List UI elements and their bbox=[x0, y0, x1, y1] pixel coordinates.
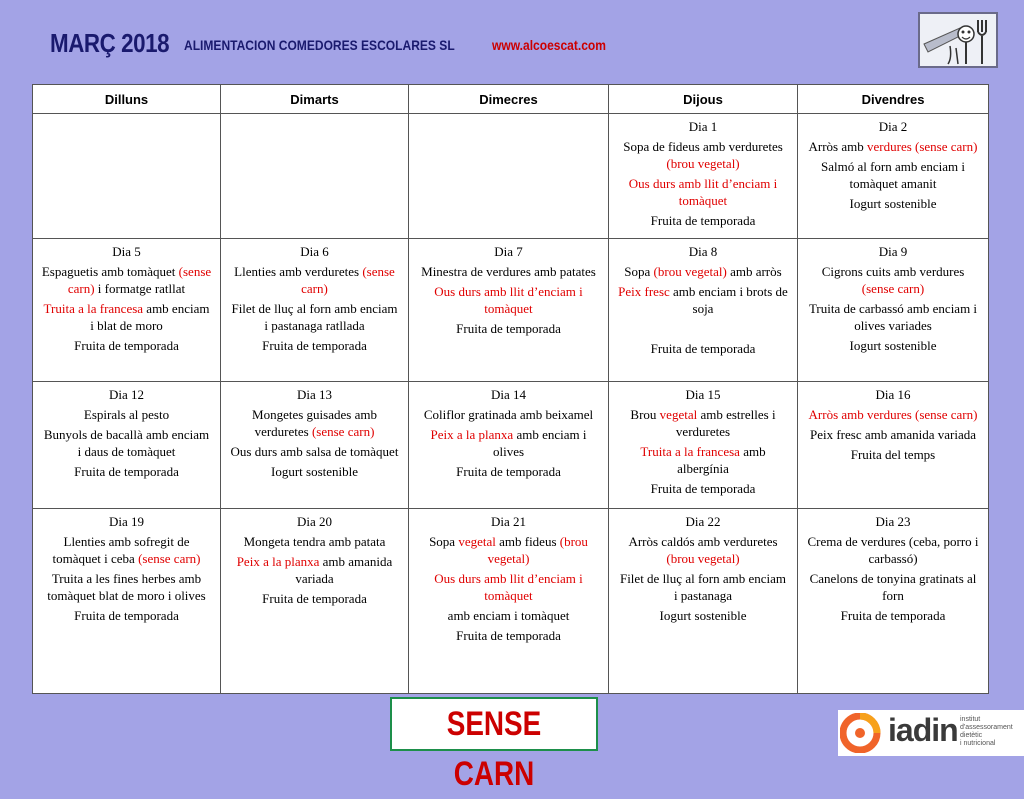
menu-item bbox=[617, 212, 789, 229]
menu-text: Fruita del temps bbox=[850, 447, 936, 462]
menu-text: Fruita de temporada bbox=[74, 464, 179, 479]
menu-text: Fruita de temporada bbox=[456, 628, 561, 643]
day-number bbox=[417, 243, 600, 260]
day-cell bbox=[798, 509, 989, 694]
iadin-circle-icon bbox=[840, 713, 882, 753]
day-number bbox=[417, 513, 600, 530]
menu-text: Cigrons cuits amb verdures bbox=[821, 264, 965, 279]
menu-text: (brou vegetal) bbox=[666, 156, 740, 171]
menu-text: Dia 15 bbox=[685, 387, 721, 402]
menu-text: Truita a la francesa bbox=[43, 301, 144, 316]
menu-text: Truita de carbassó amb enciam i olives variades bbox=[808, 301, 978, 333]
menu-text: Fruita de temporada bbox=[74, 608, 179, 623]
menu-text: Fruita de temporada bbox=[650, 213, 756, 228]
menu-text: Arròs amb bbox=[808, 139, 868, 154]
menu-text: amb estrelles i verduretes bbox=[675, 407, 776, 439]
menu-item bbox=[617, 340, 789, 357]
menu-item bbox=[229, 263, 400, 297]
menu-text bbox=[701, 321, 704, 336]
menu-text: (brou vegetal) bbox=[666, 551, 740, 566]
day-number bbox=[41, 513, 212, 530]
menu-item bbox=[417, 263, 600, 280]
menu-item bbox=[229, 590, 400, 607]
menu-text: vegetal bbox=[659, 407, 698, 422]
menu-text: Dia 16 bbox=[875, 387, 911, 402]
menu-item bbox=[617, 443, 789, 477]
menu-item bbox=[617, 607, 789, 624]
menu-text: amb enciam i olives bbox=[492, 427, 587, 459]
iadin-subtitle-line: d'assessorament bbox=[960, 724, 1013, 731]
menu-item bbox=[806, 337, 980, 354]
day-cell bbox=[221, 239, 409, 382]
menu-text: (brou vegetal) bbox=[487, 534, 588, 566]
menu-text: (sense carn) bbox=[138, 551, 201, 566]
menu-item bbox=[617, 320, 789, 337]
menu-item bbox=[617, 406, 789, 440]
menu-text: Iogurt sostenible bbox=[659, 608, 747, 623]
day-cell bbox=[609, 114, 798, 239]
menu-text: (sense carn) bbox=[67, 264, 212, 296]
menu-item bbox=[617, 283, 789, 317]
menu-item bbox=[417, 426, 600, 460]
menu-text: (brou vegetal) bbox=[653, 264, 727, 279]
menu-text: Sopa bbox=[429, 534, 459, 549]
day-cell bbox=[33, 239, 221, 382]
day-number bbox=[806, 386, 980, 403]
menu-text: Crema de verdures (ceba, porro i carbassó) bbox=[807, 534, 979, 566]
menu-text: Arròs amb verdures (sense carn) bbox=[808, 407, 978, 422]
menu-text: Dia 8 bbox=[688, 244, 718, 259]
menu-item bbox=[417, 627, 600, 644]
table-row bbox=[33, 509, 989, 694]
menu-item bbox=[417, 320, 600, 337]
menu-item bbox=[41, 463, 212, 480]
menu-text: amb albergínia bbox=[677, 444, 766, 476]
menu-text: Dia 5 bbox=[112, 244, 141, 259]
menu-item bbox=[229, 533, 400, 550]
menu-item bbox=[617, 480, 789, 497]
menu-text: Peix fresc amb amanida variada bbox=[809, 427, 977, 442]
day-number bbox=[617, 118, 789, 135]
menu-item bbox=[417, 570, 600, 604]
menu-item bbox=[229, 463, 400, 480]
menu-text: Dia 20 bbox=[296, 514, 333, 529]
sense-carn-label: SENSE CARN bbox=[446, 705, 542, 793]
menu-item bbox=[617, 175, 789, 209]
sense-carn-badge bbox=[390, 697, 598, 793]
day-number bbox=[617, 386, 789, 403]
menu-text: Filet de lluç al forn amb enciam i pastanaga ratllada bbox=[231, 301, 398, 333]
menu-item bbox=[41, 533, 212, 567]
menu-item bbox=[806, 406, 980, 423]
menu-text: amb amanida variada bbox=[295, 554, 393, 586]
menu-text: Espirals al pesto bbox=[83, 407, 170, 422]
menu-text: Salmó al forn amb enciam i tomàquet amanit bbox=[820, 159, 966, 191]
menu-text: i formatge ratllat bbox=[94, 281, 186, 296]
menu-text: Iogurt sostenible bbox=[849, 196, 937, 211]
menu-text: amb enciam i blat de moro bbox=[90, 301, 210, 333]
menu-text: Dia 22 bbox=[685, 514, 721, 529]
menu-item bbox=[41, 300, 212, 334]
menu-item bbox=[617, 533, 789, 567]
menu-text: Mongetes guisades amb verduretes bbox=[252, 407, 377, 439]
menu-text: Fruita de temporada bbox=[74, 338, 179, 353]
menu-text: (sense carn) bbox=[301, 264, 395, 296]
iadin-logo bbox=[838, 710, 1024, 756]
menu-item bbox=[806, 533, 980, 567]
menu-item bbox=[41, 406, 212, 423]
day-cell bbox=[798, 239, 989, 382]
menu-text: Fruita de temporada bbox=[456, 464, 561, 479]
day-cell bbox=[221, 114, 409, 239]
menu-text: Dia 6 bbox=[300, 244, 329, 259]
menu-text: Dia 23 bbox=[875, 514, 911, 529]
day-cell bbox=[798, 114, 989, 239]
menu-item bbox=[806, 138, 980, 155]
day-number bbox=[229, 513, 400, 530]
menu-text: Sopa de fideus amb verduretes bbox=[623, 139, 783, 154]
menu-item bbox=[229, 300, 400, 334]
menu-item bbox=[617, 263, 789, 280]
menu-text: amb enciam i tomàquet bbox=[447, 608, 570, 623]
menu-item bbox=[229, 553, 400, 587]
menu-text: Sopa bbox=[624, 264, 654, 279]
menu-text: amb fideus bbox=[495, 534, 560, 549]
menu-item bbox=[806, 570, 980, 604]
menu-item bbox=[41, 426, 212, 460]
day-number bbox=[806, 243, 980, 260]
menu-text: Coliflor gratinada amb beixamel bbox=[423, 407, 594, 422]
menu-text: Brou bbox=[630, 407, 660, 422]
menu-text: Peix a la planxa bbox=[236, 554, 320, 569]
company-url[interactable]: www.alcoescat.com bbox=[492, 37, 606, 53]
menu-text: Dia 1 bbox=[688, 119, 718, 134]
menu-item bbox=[806, 195, 980, 212]
menu-text: Dia 2 bbox=[878, 119, 908, 134]
day-cell bbox=[221, 509, 409, 694]
menu-item bbox=[41, 570, 212, 604]
day-number bbox=[229, 243, 400, 260]
menu-text: Fruita de temporada bbox=[456, 321, 561, 336]
menu-text: Fruita de temporada bbox=[650, 341, 756, 356]
menu-item bbox=[806, 158, 980, 192]
menu-text: Dia 13 bbox=[296, 387, 333, 402]
cutlery-logo-icon bbox=[918, 12, 998, 68]
day-cell bbox=[33, 382, 221, 509]
day-cell bbox=[609, 239, 798, 382]
menu-text: Iogurt sostenible bbox=[849, 338, 937, 353]
day-number bbox=[229, 386, 400, 403]
menu-text: Fruita de temporada bbox=[262, 338, 367, 353]
day-cell bbox=[409, 114, 609, 239]
day-number bbox=[806, 118, 980, 135]
day-number bbox=[617, 243, 789, 260]
menu-text: Dia 7 bbox=[494, 244, 523, 259]
menu-item bbox=[806, 263, 980, 297]
menu-text: Bunyols de bacallà amb enciam i daus de tomàquet bbox=[43, 427, 210, 459]
day-header: Dimecres bbox=[409, 85, 609, 114]
day-cell bbox=[798, 382, 989, 509]
iadin-subtitle-line: dietètic bbox=[960, 732, 983, 739]
menu-item bbox=[806, 300, 980, 334]
menu-text: Dia 21 bbox=[490, 514, 527, 529]
menu-text: Fruita de temporada bbox=[650, 481, 756, 496]
day-cell bbox=[409, 239, 609, 382]
day-header: Dijous bbox=[609, 85, 798, 114]
day-header: Dimarts bbox=[221, 85, 409, 114]
menu-text: (sense carn) bbox=[311, 424, 375, 439]
menu-text: Minestra de verdures amb patates bbox=[421, 264, 596, 279]
menu-text: (sense carn) bbox=[861, 281, 925, 296]
day-cell bbox=[33, 509, 221, 694]
day-cell bbox=[609, 382, 798, 509]
menu-text: Truita a la francesa bbox=[640, 444, 740, 459]
menu-text: amb arròs bbox=[726, 264, 782, 279]
menu-text: Fruita de temporada bbox=[262, 591, 367, 606]
month-title: MARÇ 2018 bbox=[50, 28, 170, 58]
iadin-subtitle-line: institut bbox=[960, 716, 981, 723]
iadin-subtitle-line: i nutricional bbox=[960, 740, 996, 747]
menu-text: Arròs caldós amb verduretes bbox=[628, 534, 778, 549]
menu-text: Ous durs amb llit d’enciam i tomàquet bbox=[434, 284, 583, 316]
menu-text: Dia 19 bbox=[108, 514, 145, 529]
menu-item bbox=[417, 406, 600, 423]
menu-text: Truita a les fines herbes amb tomàquet blat de moro i olives bbox=[47, 571, 206, 603]
day-header: Divendres bbox=[798, 85, 989, 114]
menu-item bbox=[229, 406, 400, 440]
iadin-subtitle bbox=[960, 716, 1022, 748]
menu-item bbox=[806, 426, 980, 443]
day-number bbox=[41, 386, 212, 403]
day-cell bbox=[409, 509, 609, 694]
menu-text: Fruita de temporada bbox=[840, 608, 946, 623]
menu-item bbox=[41, 337, 212, 354]
menu-text: Llenties amb verduretes bbox=[234, 264, 363, 279]
iadin-wordmark: iadin bbox=[888, 712, 958, 748]
menu-text: Mongeta tendra amb patata bbox=[243, 534, 386, 549]
menu-text: Ous durs amb salsa de tomàquet bbox=[230, 444, 399, 459]
menu-item bbox=[417, 607, 600, 624]
menu-text: Dia 12 bbox=[108, 387, 145, 402]
menu-text: amb enciam i brots de soja bbox=[669, 284, 788, 316]
day-number bbox=[41, 243, 212, 260]
day-number bbox=[806, 513, 980, 530]
day-cell bbox=[409, 382, 609, 509]
day-cell bbox=[609, 509, 798, 694]
menu-text: Peix fresc bbox=[618, 284, 670, 299]
table-row bbox=[33, 239, 989, 382]
menu-item bbox=[229, 337, 400, 354]
menu-item bbox=[806, 607, 980, 624]
day-number bbox=[617, 513, 789, 530]
table-header-row bbox=[33, 85, 989, 114]
day-cell bbox=[33, 114, 221, 239]
menu-item bbox=[229, 443, 400, 460]
menu-text: Canelons de tonyina gratinats al forn bbox=[809, 571, 977, 603]
menu-text: Peix a la planxa bbox=[430, 427, 514, 442]
menu-text: Dia 9 bbox=[878, 244, 908, 259]
menu-text: vegetal bbox=[458, 534, 496, 549]
menu-text: Iogurt sostenible bbox=[270, 464, 358, 479]
menu-text: Espaguetis amb tomàquet bbox=[41, 264, 179, 279]
menu-item bbox=[617, 138, 789, 172]
day-number bbox=[417, 386, 600, 403]
table-row bbox=[33, 114, 989, 239]
menu-text: Llenties amb sofregit de tomàquet i ceba bbox=[52, 534, 190, 566]
menu-item bbox=[417, 533, 600, 567]
menu-text: Filet de lluç al forn amb enciam i pastanaga bbox=[619, 571, 787, 603]
table-row bbox=[33, 382, 989, 509]
menu-item bbox=[41, 607, 212, 624]
menu-item bbox=[417, 463, 600, 480]
day-cell bbox=[221, 382, 409, 509]
menu-text: Ous durs amb llit d’enciam i tomàquet bbox=[434, 571, 583, 603]
menu-text: verdures (sense carn) bbox=[867, 139, 978, 154]
menu-item bbox=[806, 446, 980, 463]
menu-item bbox=[417, 283, 600, 317]
menu-item bbox=[617, 570, 789, 604]
menu-text: Ous durs amb llit d’enciam i tomàquet bbox=[628, 176, 778, 208]
weekly-menu-table bbox=[32, 84, 989, 694]
day-header: Dilluns bbox=[33, 85, 221, 114]
menu-item bbox=[41, 263, 212, 297]
menu-text: Dia 14 bbox=[490, 387, 527, 402]
company-name: ALIMENTACION COMEDORES ESCOLARES SL bbox=[184, 37, 455, 53]
